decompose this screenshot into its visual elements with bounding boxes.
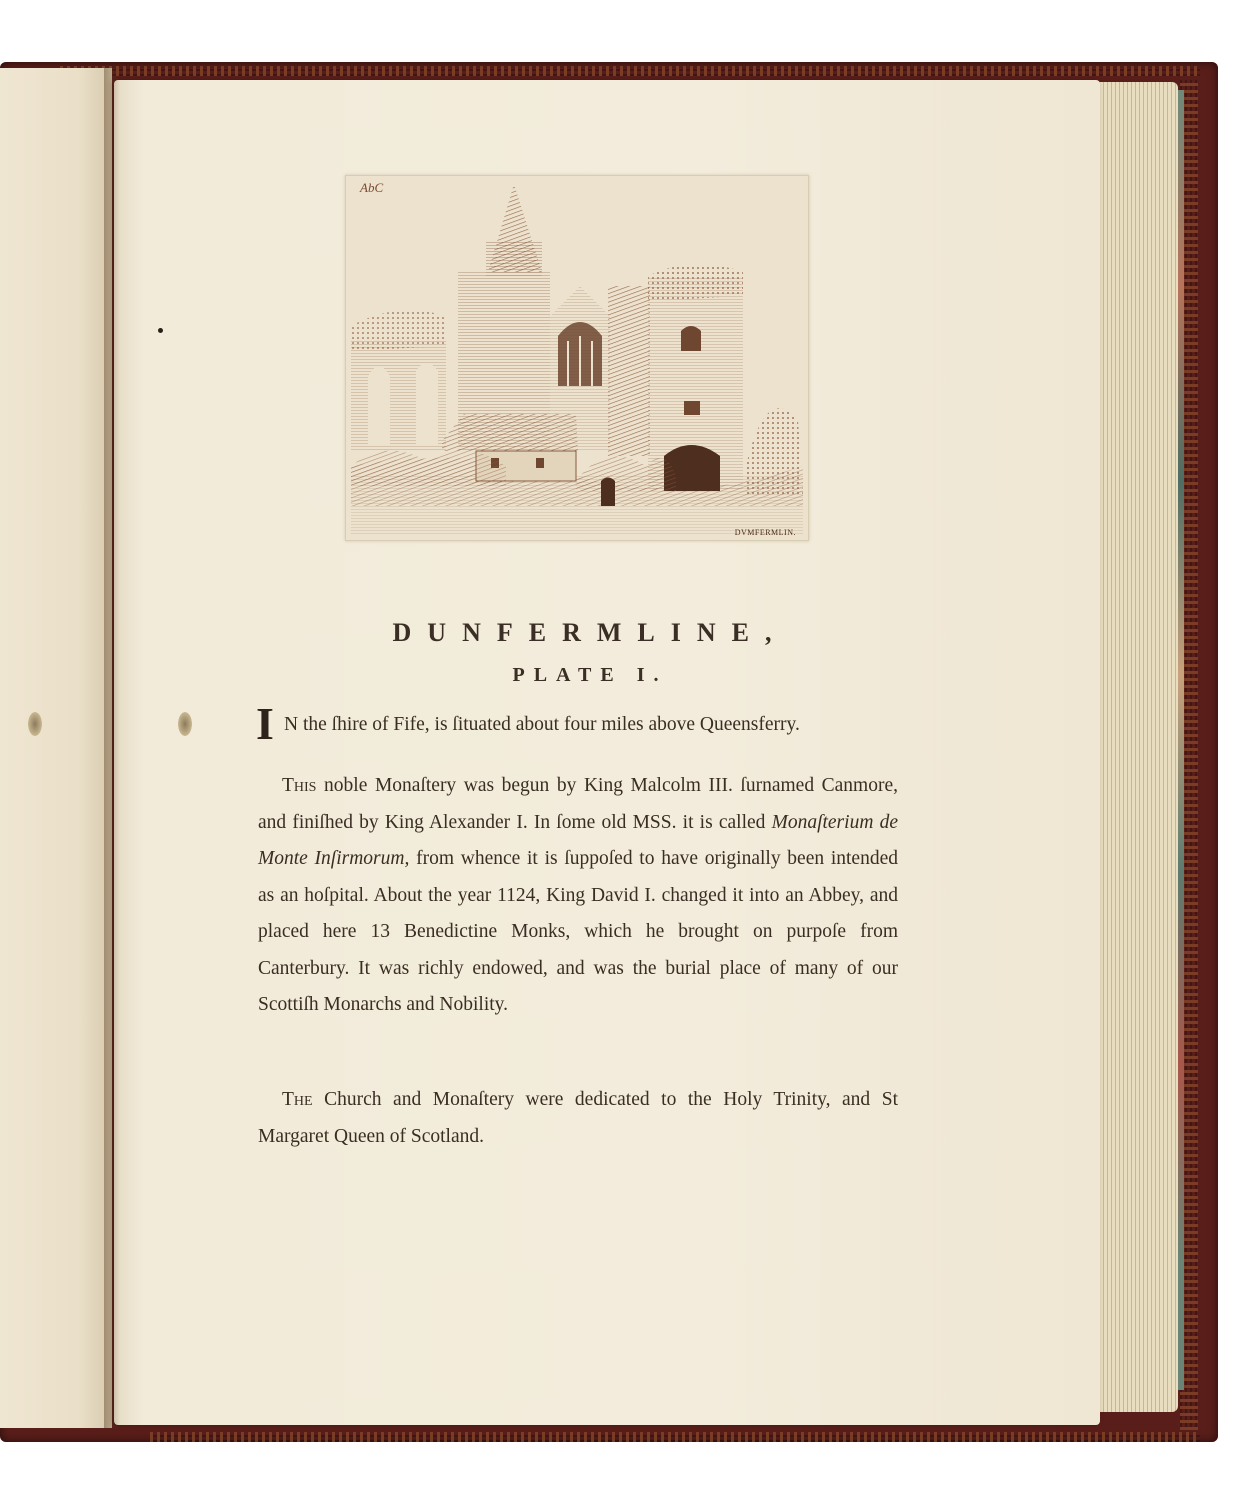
paragraph-dedication bbox=[258, 1082, 898, 1155]
paragraph-text: from whence it is ſuppoſed to have originally been intended as an hoſpital. About the year 1124, King David I. changed it into an Abbey, and placed here 13 Benedictine Monks, which he brought on purpoſe from Canterbury. It was richly endowed, and was the burial place of many of our Scottiſh Monarchs and Nobility. bbox=[258, 848, 898, 1015]
intro-line: N the ſhire of Fife, is ſituated about four miles above Queensferry. bbox=[284, 714, 800, 735]
gutter-shadow bbox=[104, 68, 120, 1428]
paragraph-text: Church and Monaſtery were dedicated to the Holy Trinity, and St Margaret Queen of Scotland. bbox=[258, 1089, 898, 1147]
ink-speck bbox=[158, 328, 163, 333]
paragraph-text: noble Monaſtery was begun by King Malcolm III. ſurnamed Canmore, and finiſhed by King Alexander I. In ſome old MSS. it is called bbox=[258, 775, 898, 833]
abbey-ruin-engraving bbox=[346, 176, 808, 540]
plate-caption: DVMFERMLIN. bbox=[734, 528, 796, 537]
binding-border-top bbox=[60, 66, 1200, 76]
foxing-mark bbox=[28, 712, 42, 736]
plate-number: PLATE I. bbox=[512, 664, 668, 686]
engraving-plate bbox=[345, 175, 809, 541]
paragraph-lead-word: The bbox=[282, 1089, 313, 1110]
page-stack-edge bbox=[1096, 82, 1178, 1412]
foxing-mark bbox=[178, 712, 192, 736]
paragraph-history bbox=[258, 768, 898, 1024]
drop-cap: I bbox=[256, 698, 274, 749]
paragraph-lead-word: This bbox=[282, 775, 317, 796]
binding-border-bottom bbox=[150, 1432, 1200, 1442]
left-page bbox=[0, 68, 112, 1428]
plate-monogram: AbC bbox=[360, 180, 384, 195]
page-title: DUNFERMLINE, bbox=[392, 618, 788, 647]
latin-name: Monaſterium de Monte Inſirmorum, bbox=[258, 811, 898, 869]
